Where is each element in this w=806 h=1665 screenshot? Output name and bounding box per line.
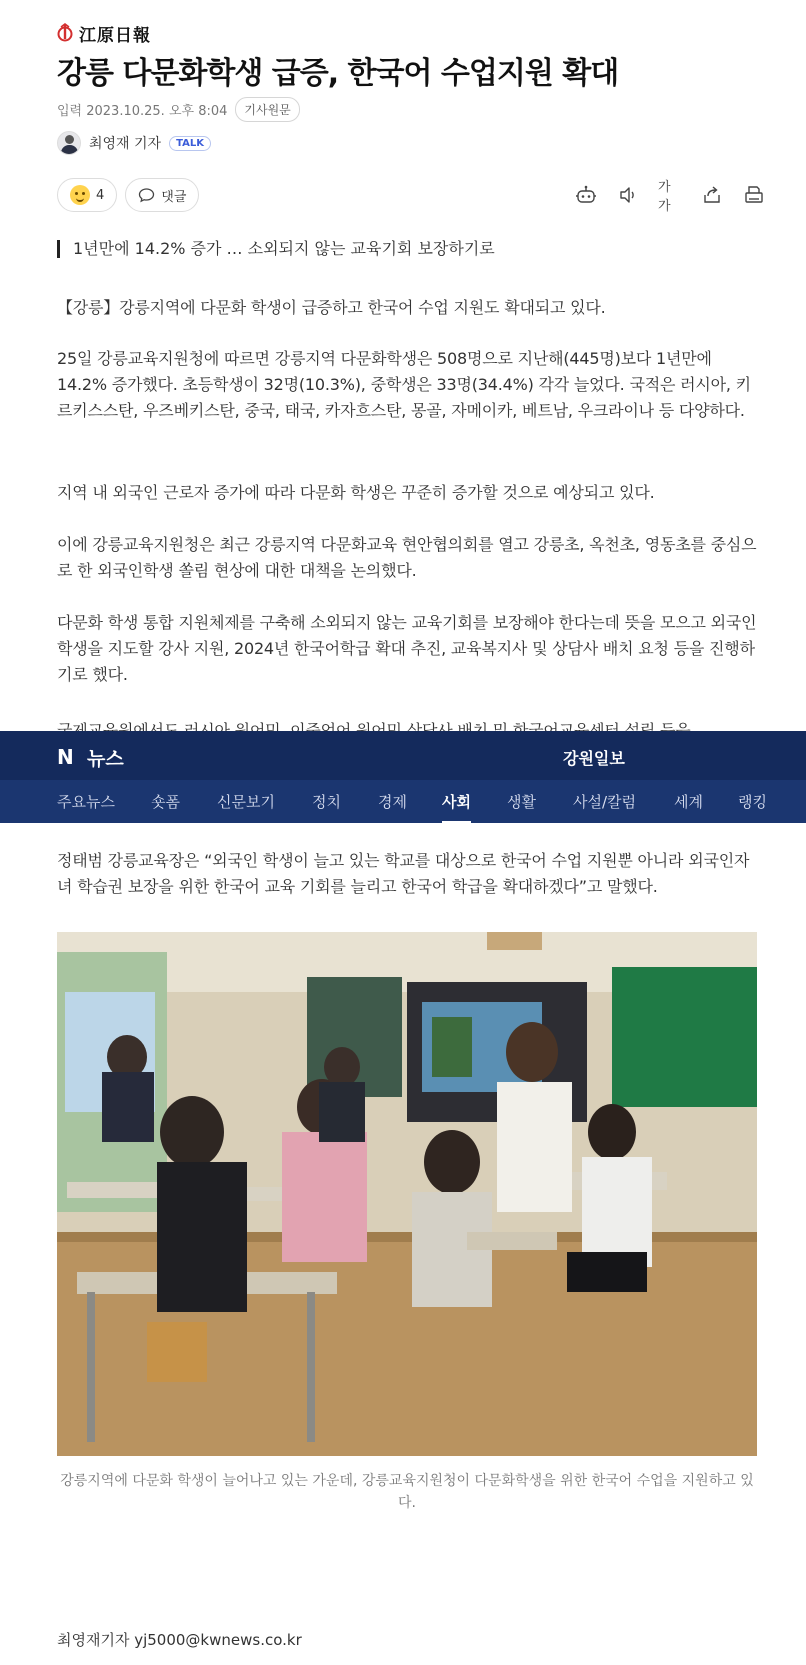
tab-main-news[interactable]: 주요뉴스 xyxy=(57,793,115,811)
news-section-link[interactable]: 뉴스 xyxy=(87,748,124,770)
tab-politics[interactable]: 정치 xyxy=(312,793,341,811)
font-size-icon[interactable]: 가가 xyxy=(658,180,671,214)
share-icon[interactable] xyxy=(700,183,724,207)
reporter-avatar[interactable] xyxy=(57,131,81,155)
paragraph-2: 25일 강릉교육지원청에 따르면 강릉지역 다문화학생은 508명으로 지난해(445명)보다 1년만에 14.2% 증가했다. 초등학생이 32명(10.3%), 중학생은 33명(34.4%) 각각 늘었다. 국적은 러시아, 키르키스스탄, 우즈베키스탄, 중국, 태국, 카자흐스탄, 몽골, 자메이카, 베트남, 우크라이나 등 다양하다. xyxy=(57,349,751,420)
naver-news-header xyxy=(0,731,806,780)
paragraph-4: 이에 강릉교육지원청은 최근 강릉지역 다문화교육 현안협의회를 열고 강릉초, 옥천초, 영동초를 중심으로 한 외국인학생 쏠림 현상에 대한 대책을 논의했다. xyxy=(57,535,757,580)
reporter-signature: 최영재기자 yj5000@kwnews.co.kr xyxy=(57,1631,302,1649)
dateline xyxy=(57,97,300,122)
classroom-photo xyxy=(57,932,757,1456)
comment-label: 댓글 xyxy=(161,189,187,205)
reaction-button[interactable] xyxy=(57,178,117,212)
press-logo[interactable] xyxy=(57,22,151,44)
publish-date: 입력 2023.10.25. 오후 8:04 xyxy=(57,104,228,119)
paragraph-3: 지역 내 외국인 근로자 증가에 따라 다문화 학생은 꾸준히 증가할 것으로 예상되고 있다. xyxy=(57,483,655,502)
article-photo[interactable] xyxy=(57,932,757,1456)
reaction-count: 4 xyxy=(96,187,105,203)
tab-society[interactable]: 사회 xyxy=(442,793,471,811)
summary-bot-icon[interactable] xyxy=(574,183,598,207)
audio-speaker-icon[interactable] xyxy=(616,183,640,207)
comment-button[interactable] xyxy=(125,178,199,212)
paragraph-5: 다문화 학생 통합 지원체제를 구축해 소외되지 않는 교육기회를 보장해야 한다는데 뜻을 모으고 외국인 학생을 지도할 강사 지원, 2024년 한국어학급 확대 추진, 교육복지사 및 상담사 배치 요청 등을 진행하기로 했다. xyxy=(57,613,757,684)
paragraph-1: 【강릉】강릉지역에 다문화 학생이 급증하고 한국어 수업 지원도 확대되고 있다. xyxy=(57,298,606,317)
tab-newspaper[interactable]: 신문보기 xyxy=(217,793,275,811)
tab-ranking[interactable]: 랭킹 xyxy=(738,793,767,811)
headline: 강릉 다문화학생 급증, 한국어 수업지원 확대 xyxy=(57,56,619,91)
news-tab-bar xyxy=(0,780,806,823)
article-tools xyxy=(574,180,766,214)
tab-world[interactable]: 세계 xyxy=(674,793,703,811)
header-press-name[interactable]: 강원일보 xyxy=(563,749,625,768)
talk-badge[interactable]: TALK xyxy=(169,136,211,151)
press-name: 江原日報 xyxy=(79,25,151,46)
tab-economy[interactable]: 경제 xyxy=(378,793,407,811)
reaction-toolbar xyxy=(57,178,199,212)
reporter[interactable] xyxy=(57,131,211,155)
comment-icon xyxy=(138,187,155,203)
naver-logo[interactable]: N xyxy=(57,745,74,769)
print-icon[interactable] xyxy=(742,183,766,207)
article-summary: 1년만에 14.2% 증가 … 소외되지 않는 교육기회 보장하기로 xyxy=(57,240,495,258)
reporter-name[interactable]: 최영재 기자 xyxy=(89,136,162,152)
photo-caption: 강릉지역에 다문화 학생이 늘어나고 있는 가운데, 강릉교육지원청이 다문화학생을 위한 한국어 수업을 지원하고 있다. xyxy=(60,1473,754,1511)
paragraph-7: 정태범 강릉교육장은 “외국인 학생이 늘고 있는 학교를 대상으로 한국어 수업 지원뿐 아니라 외국인자녀 학습권 보장을 위한 한국어 교육 기회를 늘리고 한국어 학급을 확대하겠다”고 말했다. xyxy=(57,851,750,896)
smile-emoji-icon xyxy=(70,185,90,205)
press-logo-icon xyxy=(57,23,73,43)
original-article-button[interactable]: 기사원문 xyxy=(235,97,299,122)
tab-shortform[interactable]: 숏폼 xyxy=(151,793,180,811)
tab-editorial[interactable]: 사설/칼럼 xyxy=(573,793,637,811)
tab-life[interactable]: 생활 xyxy=(507,793,536,811)
